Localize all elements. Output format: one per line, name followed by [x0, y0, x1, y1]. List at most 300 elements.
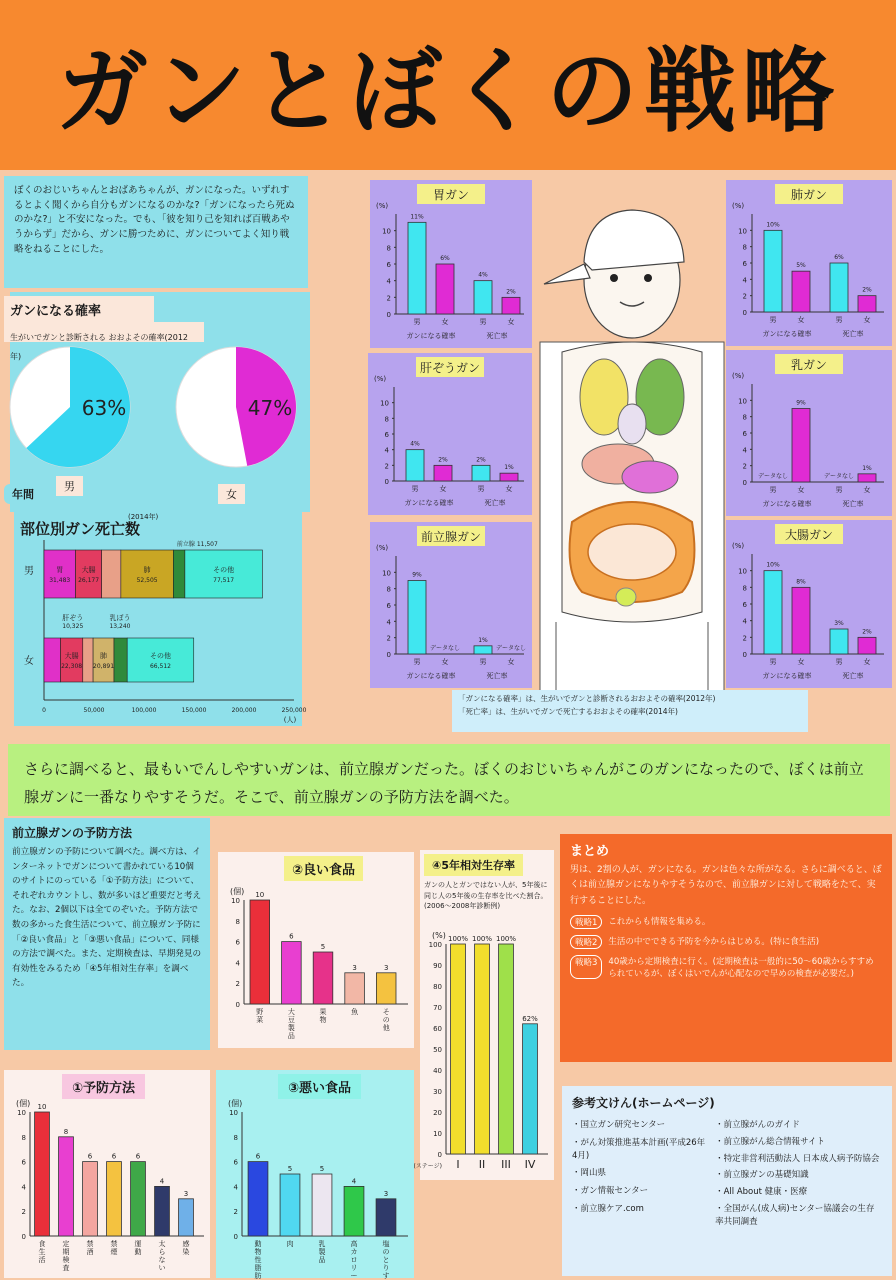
chart-y-tick: 80 [433, 983, 442, 991]
organ-y-tick: 0 [742, 309, 747, 317]
organ-bar-label: 1% [504, 464, 514, 472]
organ-title: 乳ガン [790, 358, 828, 372]
chart-category-char: 脂 [254, 1264, 262, 1272]
organ-bar-label: 4% [410, 440, 420, 448]
organ-bar-label: 1% [862, 464, 872, 472]
reference-item: ・前立腺がん総合情報サイト [715, 1136, 826, 1147]
organ-sex-label: 男 [413, 318, 421, 326]
chart-category-char: ー [350, 1272, 358, 1280]
title-banner [0, 0, 896, 170]
chart-category-char: 物 [254, 1248, 262, 1256]
chart-y-tick: 0 [21, 1233, 26, 1241]
chart-y-tick: 8 [233, 1133, 238, 1142]
organ-chart-svg [726, 350, 892, 516]
organ-bar-label: 2% [476, 456, 486, 464]
organ-y-tick: 10 [738, 567, 747, 576]
organ-bar-label: 10% [766, 561, 780, 569]
organ-bar [792, 271, 810, 312]
chart-category-char: 野 [256, 1008, 264, 1016]
reference-item: ・ガン情報センター [572, 1186, 649, 1196]
chart-bar-value: 3 [383, 1189, 389, 1198]
organ-y-tick: 8 [742, 243, 747, 252]
chart-bar [83, 1162, 98, 1236]
organ-sex-label: 女 [507, 318, 515, 326]
chart-category-char: す [382, 1272, 390, 1280]
organ-sex-label: 男 [769, 316, 777, 324]
chart-category-char: 性 [254, 1256, 262, 1264]
chart-bar [376, 973, 396, 1004]
method-card [4, 818, 210, 1050]
chart-bar-value: 4 [351, 1177, 357, 1186]
chart-bar [523, 1024, 538, 1154]
organ-bar [406, 450, 424, 481]
organ-bar [830, 629, 848, 654]
organ-bar-label: 8% [796, 578, 806, 586]
chart-unit: (個) [228, 1099, 243, 1108]
chart-category-label: III [501, 1158, 511, 1171]
good-food-title: ②良い食品 [284, 856, 363, 881]
strategy-list [570, 915, 882, 979]
chart-bar [131, 1162, 146, 1236]
organ-chart-stomach [370, 180, 532, 348]
chart-category-char: 豆 [287, 1016, 295, 1024]
strategy-item [570, 915, 882, 929]
organ-sex-label: 男 [835, 658, 843, 666]
chart-bar-value: 62% [522, 1014, 538, 1023]
chart-category-char: 製 [287, 1024, 295, 1032]
organ-title: 肺ガン [790, 188, 828, 202]
organ-bar [474, 646, 492, 654]
organ-y-tick: 4 [386, 277, 391, 286]
legend-notes [452, 690, 808, 732]
organ-y-tick: 10 [382, 227, 391, 236]
organ-group2-label: 死亡率 [842, 672, 864, 680]
segment-name: 胃 [56, 566, 64, 574]
organ-y-tick: 8 [386, 244, 391, 253]
organ-group2-label: 死亡率 [484, 499, 506, 507]
organ-bar-label: 4% [478, 271, 488, 279]
chart-bar-value: 5 [320, 943, 326, 951]
chart-bar-value: 6 [111, 1152, 117, 1161]
chart-unit: (個) [230, 887, 245, 896]
chart-y-tick: 4 [235, 959, 240, 968]
chart-category-char: と [382, 1256, 390, 1264]
chart-y-tick: 10 [231, 897, 240, 905]
organ-sex-label: 女 [863, 316, 871, 324]
finding-text: さらに調べると、最もいでんしやすいガンは、前立腺ガンだった。ぼくのおじいちゃんがこのガンになったので、ぼくは前立腺ガンに一番なりやすそうだ。そこで、前立腺ガンの予防方法を調べた。 [24, 760, 864, 806]
segment-name: 大腸 [64, 652, 79, 660]
chart-category-char: 果 [319, 1008, 327, 1016]
organ-y-tick: 4 [384, 446, 389, 455]
chart-category-char: 染 [182, 1248, 190, 1256]
chart-category-char: 期 [62, 1248, 70, 1256]
organ-y-tick: 8 [742, 413, 747, 422]
organ-y-tick: 0 [742, 479, 747, 487]
page-title: ガンとぼくの戦略 [55, 38, 840, 145]
bad-food-title: ③悪い食品 [278, 1074, 361, 1099]
chart-y-tick: 2 [233, 1208, 238, 1217]
chart-bar-value: 5 [287, 1165, 293, 1173]
chart-bar-value: 100% [495, 935, 517, 943]
chart-y-tick: 0 [233, 1233, 238, 1241]
organ-bar [858, 637, 876, 654]
pie-female-caption: 女 [218, 484, 245, 504]
chart-bar [250, 900, 270, 1004]
chart-y-tick: 90 [433, 962, 442, 970]
chart-bar [35, 1112, 50, 1236]
organ-sex-label: 男 [477, 485, 485, 493]
organ-bar [436, 264, 454, 314]
organ-y-tick: 6 [386, 261, 391, 269]
organ-bar-label: 9% [412, 571, 422, 579]
organ-chart-svg [368, 353, 532, 515]
organ-sex-label: 男 [411, 485, 419, 493]
references-card [562, 1086, 892, 1276]
segment-name: その他 [213, 566, 235, 574]
organ-unit: (%) [732, 372, 745, 380]
organ-sex-label: 女 [797, 658, 805, 666]
chart-category-char: 肉 [286, 1240, 294, 1248]
chart-category-char: 禁 [86, 1240, 94, 1248]
chart-y-tick: 50 [433, 1046, 442, 1054]
x-tick-label: 50,000 [83, 707, 105, 714]
probability-note-box [4, 322, 204, 361]
organ-sex-label: 女 [863, 486, 871, 494]
chart-y-tick: 10 [229, 1109, 238, 1117]
organ-bar-label: 9% [796, 399, 806, 407]
organ-unit: (%) [732, 202, 745, 210]
stacked-segment [127, 638, 194, 682]
x-unit: (人) [283, 716, 297, 724]
organ-y-tick: 8 [386, 585, 391, 594]
strategy-text: 生活の中でできる予防を今からはじめる。(特に食生活) [608, 936, 820, 947]
organ-bar [472, 465, 490, 481]
organ-title: 大腸ガン [784, 528, 834, 542]
organ-bar-label: データなし [823, 473, 855, 480]
chart-category-char: 活 [38, 1256, 46, 1264]
chart-y-tick: 10 [433, 1130, 442, 1138]
segment-value: 20,891 [93, 663, 115, 670]
survival-chart [413, 930, 554, 1180]
organ-y-tick: 2 [742, 462, 747, 471]
chart-category-char: 太 [158, 1240, 166, 1248]
organ-y-tick: 8 [384, 415, 389, 424]
organ-bar [500, 473, 518, 481]
pie-female [174, 345, 298, 469]
probability-heading: ガンになる確率 [10, 304, 102, 319]
reference-item: ・特定非営利活動法人 日本成人病予防協会 [715, 1153, 880, 1164]
chart-category-char: 品 [318, 1256, 326, 1264]
chart-y-tick: 10 [17, 1109, 26, 1117]
chart-bar-value: 10 [255, 891, 265, 899]
probability-note: 生がいでガンと診断される おおよその確率(2012年) [10, 333, 189, 361]
organ-y-tick: 6 [742, 260, 747, 268]
probability-heading-box [4, 296, 154, 322]
references-col-1 [572, 1119, 707, 1228]
organ-y-tick: 6 [742, 430, 747, 438]
finding-band [8, 744, 890, 816]
organ-sex-label: 女 [441, 318, 449, 326]
organ-bar [792, 409, 810, 483]
segment-value: 26,177 [78, 577, 100, 584]
chart-category-char: 査 [62, 1264, 70, 1272]
chart-category-char: 製 [318, 1248, 326, 1256]
organ-title: 胃ガン [432, 188, 470, 202]
organ-bar [408, 581, 426, 655]
chart-y-tick: 4 [233, 1183, 238, 1192]
reference-item: ・岡山県 [572, 1168, 607, 1179]
annual-tag: 年間 [4, 484, 42, 504]
deaths-chart-title: 部位別ガン死亡数 [20, 520, 141, 538]
segment-value: 66,512 [149, 663, 171, 670]
chart-bar [451, 944, 466, 1154]
organ-sex-label: 男 [769, 486, 777, 494]
chart-y-tick: 30 [433, 1088, 442, 1096]
chart-category-char: 酒 [86, 1248, 94, 1256]
references-columns [572, 1119, 882, 1228]
chart-bar [248, 1162, 268, 1236]
female-row-label: 女 [24, 656, 34, 667]
chart-category-char: 高 [350, 1240, 358, 1248]
chart-category-char: り [382, 1264, 390, 1272]
strategy-item [570, 955, 882, 979]
callout-breast: 乳ぼう [109, 614, 131, 622]
chart-category-char: 魚 [351, 1008, 359, 1016]
chart-bar [155, 1186, 170, 1236]
strategy-text: これからも情報を集める。 [608, 916, 711, 927]
summary-text: 男は、2割の人が、ガンになる。ガンは色々な所がなる。さらに調べると、ぼくは前立腺ガンになりやすそうなので、前立腺ガンに対して戦略をたて、実行することにした。 [570, 865, 882, 906]
organ-y-tick: 10 [382, 569, 391, 578]
organ-y-tick: 0 [384, 478, 389, 486]
prevention-title: ①予防方法 [62, 1074, 145, 1099]
chart-category-char: そ [382, 1008, 390, 1016]
chart-bar-value: 100% [471, 935, 493, 943]
chart-y-tick: 2 [21, 1208, 26, 1217]
chart-bar-value: 6 [289, 932, 294, 941]
organ-chart-svg [726, 520, 892, 688]
chart-y-tick: 0 [437, 1151, 442, 1159]
organ-y-tick: 6 [386, 602, 391, 610]
body-illustration [532, 192, 732, 712]
chart-y-tick: 40 [433, 1067, 442, 1075]
stacked-segment [185, 550, 263, 598]
chart-category-char: 他 [382, 1024, 390, 1032]
x-tick-label: 200,000 [231, 707, 257, 714]
organ-y-tick: 0 [386, 651, 391, 659]
organ-bar-label: データなし [757, 473, 789, 480]
reference-item: ・前立腺がんのガイド [715, 1120, 800, 1130]
chart-category-char: 塩 [382, 1240, 390, 1248]
organ-unit: (%) [374, 375, 387, 383]
segment-value: 22,308 [61, 663, 83, 670]
chart-bar [107, 1162, 122, 1236]
deaths-chart-year: (2014年) [128, 513, 159, 521]
chart-category-char: 煙 [110, 1248, 118, 1256]
chart-bar [313, 952, 333, 1004]
chart-y-tick: 0 [235, 1001, 240, 1009]
organ-group2-label: 死亡率 [486, 332, 508, 340]
pie-male-caption: 男 [56, 476, 83, 496]
organ-bar-label: 2% [862, 628, 872, 636]
stacked-segment [173, 550, 185, 598]
chart-unit: (%) [432, 931, 446, 940]
chart-bar [280, 1174, 300, 1236]
organ-group2-label: 死亡率 [842, 500, 864, 508]
organ-y-tick: 0 [386, 311, 391, 319]
references-heading: 参考文けん(ホームページ) [572, 1096, 715, 1110]
organ-bar-label: データなし [429, 645, 461, 652]
organ-bar-label: 10% [766, 221, 780, 229]
organ-y-tick: 2 [386, 634, 391, 643]
chart-category-char: 感 [182, 1240, 190, 1248]
method-heading: 前立腺ガンの予防方法 [12, 826, 133, 840]
chart-bar-value: 4 [159, 1177, 165, 1186]
summary-card [560, 834, 892, 1062]
chart-category-char: リ [350, 1264, 358, 1272]
chart-category-char: の [382, 1248, 390, 1256]
pie-slice-label: 63% [81, 396, 127, 420]
reference-item: ・国立ガン研究センター [572, 1120, 666, 1130]
chart-y-tick: 6 [21, 1158, 26, 1167]
organ-group1-label: ガンになる確率 [762, 330, 812, 338]
male-row-label: 男 [24, 566, 34, 577]
organ-y-tick: 2 [384, 462, 389, 471]
chart-bar [282, 942, 302, 1004]
chart-category-char: 生 [38, 1248, 46, 1256]
chart-category-char: 禁 [110, 1240, 118, 1248]
chart-category-label: II [478, 1158, 486, 1171]
organ-bar [764, 571, 782, 654]
x-tick-label: 0 [42, 707, 46, 714]
strategy-tag: 戦略2 [570, 935, 602, 949]
chart-category-char: 物 [319, 1016, 327, 1024]
organ-chart-breast [726, 350, 892, 516]
strategy-text: 40歳から定期検査に行く。(定期検査は一般的に50〜60歳からすすめられているが、ぼくはいでんが心配なので早めの検査が必要だ。) [608, 956, 874, 979]
chart-bar-value: 100% [447, 935, 469, 943]
prevention-chart [4, 1098, 210, 1278]
organ-bar-label: 3% [834, 620, 844, 627]
pie-slice-label: 47% [247, 396, 293, 420]
chart-category-char: い [158, 1264, 166, 1272]
chart-y-tick: 4 [21, 1183, 26, 1192]
chart-y-tick: 20 [433, 1109, 442, 1117]
chart-bar [499, 944, 514, 1154]
organ-bar-label: データなし [495, 645, 527, 652]
chart-x-title: (ステージ) [413, 1163, 442, 1170]
organ-y-tick: 2 [742, 292, 747, 301]
chart-category-char: 検 [62, 1256, 70, 1264]
organ-bar [858, 296, 876, 312]
chart-bar [179, 1199, 194, 1236]
organ-group1-label: ガンになる確率 [406, 332, 456, 340]
reference-item: ・全国がん(成人病)センター協議会の生存率共同調査 [715, 1203, 875, 1227]
segment-value: 31,483 [49, 577, 71, 584]
organ-group1-label: ガンになる確率 [404, 499, 454, 507]
segment-name: 肺 [100, 652, 108, 660]
reference-item: ・がん対策推進基本計画(平成26年4月) [572, 1137, 706, 1161]
chart-bar-value: 6 [135, 1152, 141, 1161]
organ-y-tick: 2 [742, 634, 747, 643]
legend-note-2: 「死亡率」は、生がいでガンで死亡するおおよその確率(2014年) [458, 706, 678, 716]
chart-bar-value: 3 [352, 963, 357, 972]
stacked-segment [102, 550, 121, 598]
organ-bar [474, 281, 492, 314]
callout-liver: 肝ぞう [62, 614, 84, 622]
chart-category-char: 動 [134, 1248, 142, 1256]
x-tick-label: 100,000 [131, 707, 157, 714]
organ-y-tick: 10 [738, 227, 747, 236]
organ-sex-label: 男 [413, 658, 421, 666]
chart-y-tick: 70 [433, 1004, 442, 1012]
chart-category-char: 肪 [254, 1272, 262, 1280]
organ-sex-label: 男 [835, 316, 843, 324]
chart-category-char: な [158, 1256, 166, 1264]
references-col-2 [715, 1119, 882, 1228]
chart-category-char: 食 [38, 1240, 46, 1248]
method-text: 前立腺ガンの予防について調べた。調べ方は、インターネットでガンについて書かれている10個のサイトにのっている「①予防方法」について、それぞれカウントし、数が多いほど重要だと考えた。なお、2個以下は全てのぞいた。予防方法で数の多かった食生活について、前立腺ガン予防に「②良い食品」と「③悪い食品」について、同様の方法で調べた。また、定期検査は、早期発見の有効性をみるため「④5年相対生存率」を調べた。 [12, 847, 202, 989]
intro-text: ぼくのおじいちゃんとおばあちゃんが、ガンになった。いずれするとよく聞くから自分もガンになるのかな?「ガンになったら死ぬのかな?」と不安になった。でも、「彼を知り己を知れば百戦あやうからず」だから、ガンに勝つために、ガンについてよく知り戦略をねることにした。 [14, 185, 295, 255]
chart-bar-value: 3 [183, 1189, 189, 1198]
chart-bar [376, 1199, 396, 1236]
organ-bar [502, 297, 520, 314]
organ-sex-label: 女 [863, 658, 871, 666]
stacked-segment [75, 550, 101, 598]
reference-item: ・前立腺ケア.com [572, 1203, 644, 1214]
organ-chart-svg [370, 180, 532, 348]
organ-bar [408, 222, 426, 314]
deaths-chart [14, 540, 307, 724]
chart-category-char: 運 [134, 1240, 142, 1248]
segment-name: 肺 [143, 566, 151, 574]
organ-y-tick: 2 [386, 294, 391, 303]
chart-y-tick: 8 [235, 917, 240, 926]
organ-group2-label: 死亡率 [842, 330, 864, 338]
stacked-segment [114, 638, 127, 682]
organ-unit: (%) [376, 544, 389, 552]
reference-item: ・前立腺ガンの基礎知識 [715, 1170, 809, 1181]
organ-sex-label: 女 [439, 485, 447, 493]
organ-bar-label: 5% [796, 262, 806, 270]
organ-chart-prostate [370, 522, 532, 688]
organ-title: 前立腺ガン [420, 530, 482, 544]
organ-bar-label: 2% [438, 456, 448, 464]
organ-y-tick: 8 [742, 584, 747, 593]
organ-group1-label: ガンになる確率 [762, 672, 812, 680]
chart-category-char: 動 [254, 1240, 262, 1248]
segment-name: 大腸 [81, 566, 96, 574]
organ-sex-label: 男 [479, 318, 487, 326]
organ-y-tick: 10 [380, 399, 389, 408]
strategy-tag: 戦略3 [570, 955, 602, 979]
organ-chart-svg [370, 522, 532, 688]
organ-bar-label: 6% [834, 254, 844, 261]
segment-name: その他 [149, 652, 171, 660]
chart-category-char: 定 [62, 1240, 70, 1248]
organ-unit: (%) [732, 542, 745, 550]
organ-group1-label: ガンになる確率 [406, 672, 456, 680]
chart-bar-value: 10 [37, 1103, 47, 1111]
organ-y-tick: 4 [742, 276, 747, 285]
callout-prostate: 前立腺 11,507 [176, 541, 218, 548]
organ-bar-label: 2% [862, 286, 872, 294]
stacked-segment [121, 550, 174, 598]
segment-value: 52,505 [136, 577, 158, 584]
reference-item: ・All About 健康・医療 [715, 1187, 808, 1197]
chart-bar-value: 8 [63, 1127, 69, 1136]
organ-bar-label: 1% [478, 636, 488, 644]
organ-bar-label: 2% [506, 288, 516, 296]
organ-bar [858, 474, 876, 482]
